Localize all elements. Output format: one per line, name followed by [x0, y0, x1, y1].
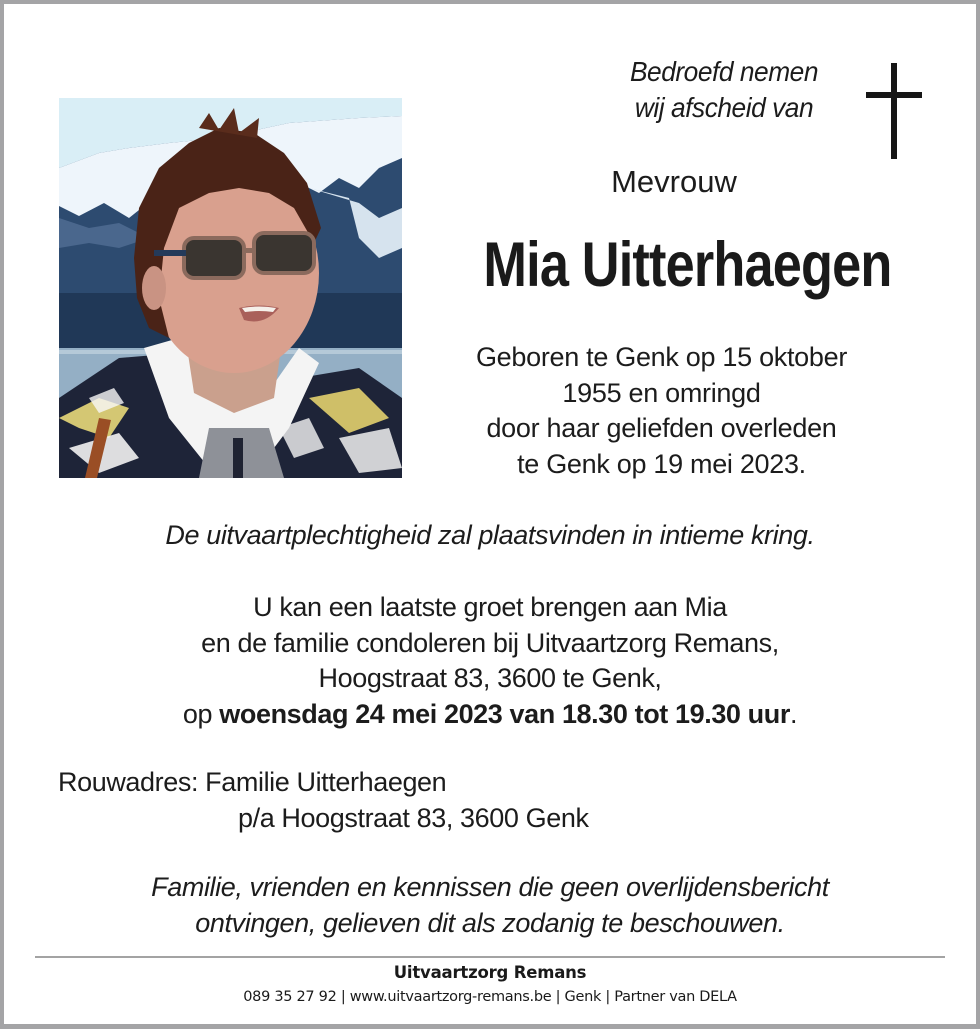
- bio-line: Geboren te Genk op 15 oktober: [475, 342, 848, 372]
- visitation-datetime: woensdag 24 mei 2023 van 18.30 tot 19.30 uur: [219, 698, 790, 729]
- closing-notice: [4, 870, 976, 941]
- bio-line: te Genk op 19 mei 2023.: [517, 448, 806, 479]
- mourning-address-label: Rouwadres:: [58, 767, 206, 797]
- closing-line-2: ontvingen, gelieven dit als zodanig te beschouwen.: [195, 907, 785, 938]
- visitation-line-1: U kan een laatste groet brengen aan Mia: [253, 592, 727, 622]
- obituary-card: [4, 4, 976, 1024]
- bio-text: [424, 340, 899, 482]
- mourning-address-street: p/a Hoogstraat 83, 3600 Genk: [238, 803, 589, 833]
- footer-divider: [35, 956, 945, 958]
- portrait-photo: [59, 98, 402, 478]
- mourning-address: [58, 764, 758, 836]
- mourning-address-row-1: [58, 764, 758, 800]
- funeral-home-contact: 089 35 27 92 | www.uitvaartzorg-remans.be | Genk | Partner van DELA: [243, 989, 737, 1005]
- visitation-text: [4, 590, 976, 732]
- salutation: Mevrouw: [611, 164, 737, 199]
- visitation-line-3: Hoogstraat 83, 3600 te Genk,: [318, 663, 662, 693]
- intro-line-2: wij afscheid van: [634, 92, 814, 123]
- cross-vertical-bar: [891, 63, 897, 159]
- closing-line-1: Familie, vrienden en kennissen die geen overlijdensbericht: [151, 872, 829, 902]
- cross-horizontal-bar: [866, 92, 922, 98]
- visitation-prefix: op: [182, 698, 220, 729]
- bio-line: 1955 en omringd: [562, 377, 761, 408]
- visitation-suffix: .: [789, 698, 798, 729]
- mourning-address-name: Familie Uitterhaegen: [205, 767, 447, 797]
- bio-line: door haar geliefden overleden: [486, 413, 837, 443]
- visitation-line-4: [4, 697, 976, 733]
- deceased-name: Mia Uitterhaegen: [483, 230, 892, 300]
- funeral-home-name: Uitvaartzorg Remans: [393, 963, 587, 982]
- visitation-line-2: en de familie condoleren bij Uitvaartzorg Remans,: [201, 627, 779, 658]
- intro-line-1: Bedroefd nemen: [629, 56, 819, 87]
- intro-text: [523, 54, 925, 126]
- ceremony-notice: De uitvaartplechtigheid zal plaatsvinden in intieme kring.: [165, 520, 815, 550]
- cross-icon: [866, 63, 922, 159]
